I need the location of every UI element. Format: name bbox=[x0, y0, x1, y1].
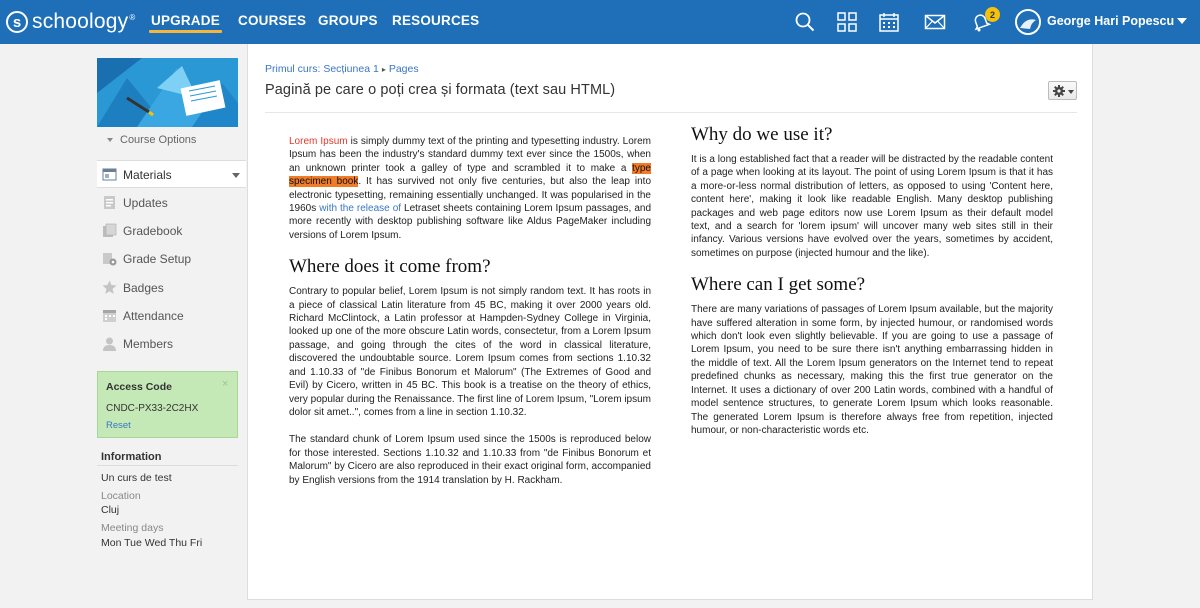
paragraph: The standard chunk of Lorem Ipsum used since the 1500s is reproduced below for those interested. Sections 1.10.32 and 1.10.33 from "de Finibus Bonorum et Malorum" by Cicero are also reproduced in their exact original form, accompanied by English versions from the 1914 translation by H. Rackham. bbox=[289, 434, 651, 486]
chevron-down-icon bbox=[1068, 90, 1074, 94]
location-value: Cluj bbox=[101, 504, 120, 516]
meeting-days-label: Meeting days bbox=[101, 522, 164, 534]
sidebar-item-label: Gradebook bbox=[123, 224, 183, 238]
title-divider bbox=[265, 112, 1077, 113]
sidebar-item-members[interactable] bbox=[97, 330, 246, 358]
members-icon bbox=[102, 336, 117, 351]
apps-grid-icon[interactable] bbox=[836, 11, 858, 33]
gradebook-icon bbox=[102, 223, 117, 238]
sidebar-item-materials[interactable] bbox=[97, 160, 246, 188]
user-avatar[interactable] bbox=[1015, 9, 1041, 35]
updates-icon bbox=[102, 195, 117, 210]
paragraph bbox=[289, 135, 651, 242]
page-title: Pagină pe care o poți crea și formata (text sau HTML) bbox=[265, 82, 616, 98]
meeting-days-value: Mon Tue Wed Thu Fri bbox=[101, 537, 203, 549]
sidebar-item-grade-setup[interactable] bbox=[97, 245, 246, 273]
course-options-label: Course Options bbox=[120, 134, 197, 146]
breadcrumb-course-link[interactable]: Primul curs: Secțiunea 1 bbox=[265, 63, 379, 75]
right-text-column bbox=[691, 124, 1053, 437]
nav-courses[interactable]: COURSES bbox=[238, 13, 307, 28]
calendar-icon[interactable] bbox=[878, 11, 900, 33]
notification-count-badge: 2 bbox=[985, 7, 1000, 22]
red-text: Lorem Ipsum bbox=[289, 136, 348, 147]
paragraph-text: . It has survived not only five centuries, but also the leap into electronic typesetting, remaining essentially unchanged. It was popularised in the 1960s bbox=[289, 176, 652, 215]
gear-icon bbox=[1053, 85, 1065, 97]
access-code-value: CNDC-PX33-2C2HX bbox=[106, 403, 199, 414]
sidebar-item-updates[interactable] bbox=[97, 189, 246, 217]
nav-upgrade[interactable]: UPGRADE bbox=[151, 13, 220, 28]
breadcrumb bbox=[265, 63, 419, 75]
badges-icon bbox=[102, 280, 117, 295]
access-code-title: Access Code bbox=[106, 381, 172, 393]
sidebar-item-badges[interactable] bbox=[97, 274, 246, 302]
nav-resources[interactable]: RESOURCES bbox=[392, 13, 480, 28]
logo-registered-mark: ® bbox=[129, 12, 136, 22]
paragraph: There are many variations of passages of Lorem Ipsum available, but the majority have suffered alteration in some form, by injected humour, or randomised words which don't look even slightly believable. If you are going to use a passage of Lorem Ipsum, you need to be sure there isn't anything embarrassing hidden in the middle of text. All the Lorem Ipsum generators on the Internet tend to repeat predefined chunks as necessary, making this the first true generator on the Internet. It uses a dictionary of over 200 Latin words, combined with a handful of model sentence structures, to generate Lorem Ipsum which looks reasonable. The generated Lorem Ipsum is therefore always free from repetition, injected humour, or non-characteristic words etc. bbox=[691, 304, 1053, 436]
course-name: Un curs de test bbox=[101, 472, 172, 484]
sidebar-item-gradebook[interactable] bbox=[97, 217, 246, 245]
sidebar-item-label: Members bbox=[123, 337, 174, 351]
search-icon[interactable] bbox=[794, 11, 816, 33]
chevron-down-icon[interactable] bbox=[232, 173, 240, 178]
breadcrumb-separator: ▸ bbox=[381, 65, 386, 74]
sidebar-item-label: Attendance bbox=[123, 309, 184, 323]
paragraph: It is a long established fact that a reader will be distracted by the readable content of a page when looking at its layout. The point of using Lorem Ipsum is that it has a more-or-less normal distribution of letters, as opposed to using 'Content here, content here', making it look like readable English. Many desktop publishing packages and web page editors now use Lorem Ipsum as their default model text, and a search for 'lorem ipsum' will uncover many web sites still in their infancy. Various versions have evolved over the years, sometimes by accident, sometimes on purpose (injected humour and the like). bbox=[691, 154, 1053, 259]
logo-s-icon: s bbox=[6, 11, 28, 33]
access-code-reset-link[interactable]: Reset bbox=[106, 420, 131, 431]
page-content-panel bbox=[247, 44, 1093, 600]
section-heading: Where can I get some? bbox=[691, 274, 866, 296]
nav-groups[interactable]: GROUPS bbox=[318, 13, 378, 28]
schoology-logo[interactable] bbox=[6, 9, 135, 35]
sidebar-item-label: Grade Setup bbox=[123, 252, 192, 266]
mail-icon[interactable] bbox=[924, 11, 946, 33]
paragraph: Contrary to popular belief, Lorem Ipsum is not simply random text. It has roots in a piece of classical Latin literature from 45 BC, making it over 2000 years old. Richard McClintock, a Latin professor at Hampden-Sydney College in Virginia, looked up one of the more obscure Latin words, consectetur, from a Lorem Ipsum passage, and going through the cites of the word in classical literature, discovered the undoubtable source. Lorem Ipsum comes from sections 1.10.32 and 1.10.33 of "de Finibus Bonorum et Malorum" (The Extremes of Good and Evil) by Cicero, written in 45 BC. This book is a treatise on the theory of ethics, very popular during the Renaissance. The first line of Lorem Ipsum, "Lorem ipsum dolor sit amet..", comes from a line in section 1.10.32. bbox=[289, 286, 651, 418]
course-options-caret-icon bbox=[107, 138, 113, 142]
course-profile-image[interactable] bbox=[97, 58, 238, 127]
top-navigation-bar bbox=[0, 0, 1200, 44]
location-label: Location bbox=[101, 490, 141, 502]
sidebar-item-label: Badges bbox=[123, 281, 164, 295]
inline-link[interactable]: with the release of bbox=[319, 203, 402, 215]
sidebar-item-label: Updates bbox=[123, 196, 168, 210]
close-icon[interactable]: × bbox=[222, 378, 229, 390]
left-text-column bbox=[289, 135, 651, 487]
highlighted-text: type specimen book bbox=[289, 162, 651, 188]
attendance-icon bbox=[102, 308, 117, 323]
logo-wordmark: schoology bbox=[32, 10, 129, 33]
course-options-menu[interactable] bbox=[97, 133, 238, 151]
materials-icon bbox=[102, 167, 117, 182]
grade-setup-icon bbox=[102, 251, 117, 266]
page-options-button[interactable] bbox=[1048, 81, 1077, 100]
user-avatar-icon bbox=[1017, 11, 1039, 33]
information-title: Information bbox=[101, 451, 162, 463]
course-illustration-icon bbox=[97, 58, 238, 127]
section-heading: Why do we use it? bbox=[691, 124, 833, 145]
user-name[interactable]: George Hari Popescu bbox=[1047, 14, 1175, 28]
sidebar-item-attendance[interactable] bbox=[97, 302, 246, 330]
breadcrumb-pages-link[interactable]: Pages bbox=[388, 63, 419, 75]
paragraph-text: is simply dummy text of the printing and typesetting industry. Lorem Ipsum has been the industry's standard dummy text ever since the 1500s, when an unknown printer took a galley of type and scrambled it to make a bbox=[289, 136, 651, 174]
sidebar-item-label: Materials bbox=[123, 168, 172, 182]
information-divider bbox=[97, 465, 238, 466]
access-code-panel bbox=[97, 371, 238, 438]
paragraph-text: Letraset sheets containing Lorem Ipsum passages, and more recently with desktop publishing software like Aldus PageMaker including versions of Lorem Ipsum. bbox=[289, 203, 651, 241]
section-heading: Where does it come from? bbox=[289, 256, 491, 278]
user-menu-chevron-down-icon[interactable] bbox=[1177, 18, 1187, 24]
